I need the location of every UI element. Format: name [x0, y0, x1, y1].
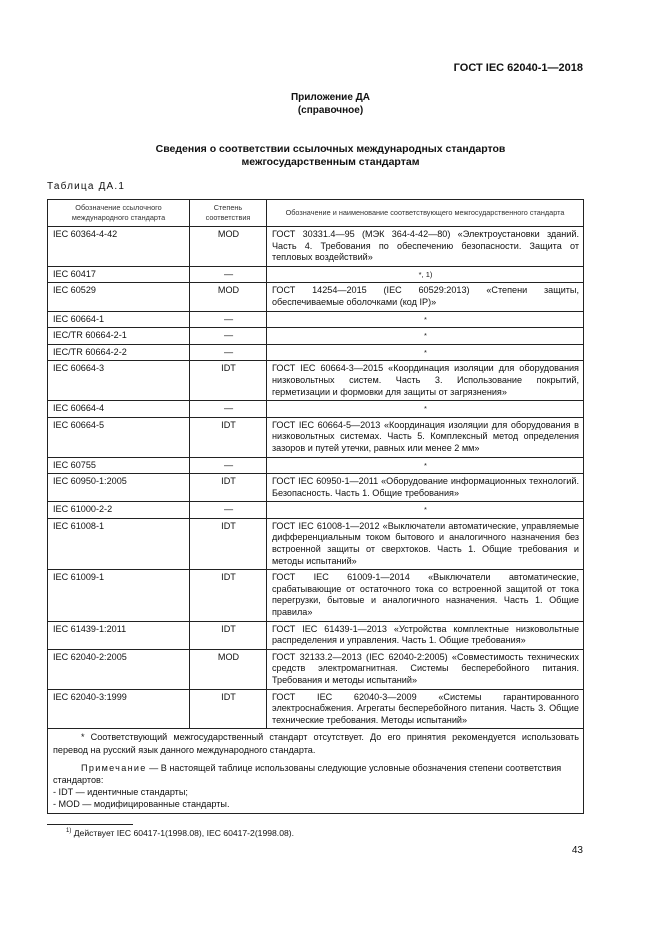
- correspondence-table: [47, 199, 584, 814]
- intl-standard-cell: IEC 62040-2:2005: [48, 649, 190, 689]
- table-row: [48, 518, 584, 569]
- header-conformity-degree: Степень соответствия: [190, 200, 267, 227]
- conformity-cell: MOD: [190, 649, 267, 689]
- table-footer: [48, 729, 584, 813]
- intl-standard-cell: IEC 62040-3:1999: [48, 689, 190, 729]
- annex-subtitle: (справочное): [297, 105, 364, 116]
- conformity-cell: MOD: [190, 283, 267, 311]
- table-row: [48, 283, 584, 311]
- interstate-standard-cell: ГОСТ IEC 61008-1—2012 «Выключатели автоматические, управляемые дифференциальным током бытового и аналогичного назначения без встроенной защиты от сверхтоков. Часть 1. Общие требования и методы испытаний»: [267, 518, 584, 569]
- intl-standard-cell: IEC 60529: [48, 283, 190, 311]
- table-label: Таблица ДА.1: [47, 181, 126, 192]
- conformity-cell: —: [190, 457, 267, 474]
- intl-standard-cell: IEC 60364-4-42: [48, 227, 190, 267]
- annex-title: Приложение ДА: [290, 92, 371, 103]
- conformity-cell: —: [190, 266, 267, 283]
- interstate-standard-cell: ГОСТ 14254—2015 (IEC 60529:2013) «Степени защиты, обеспечиваемые оболочками (код IP)»: [267, 283, 584, 311]
- interstate-standard-cell: ГОСТ IEC 60664-3—2015 «Координация изоляции для оборудования низковольтных систем. Часть 3. Использование покрытий, герметизации и формовки для защиты от загрязнения»: [267, 361, 584, 401]
- conformity-cell: —: [190, 344, 267, 361]
- interstate-standard-cell: *: [267, 344, 584, 361]
- note-item-idt: - IDT — идентичные стандарты;: [53, 787, 188, 798]
- interstate-standard-cell: ГОСТ IEC 60950-1—2011 «Оборудование информационных технологий. Безопасность. Часть 1. Общие требования»: [267, 474, 584, 502]
- table-row: [48, 570, 584, 621]
- table-row: [48, 344, 584, 361]
- document-title-line-1: Сведения о соответствии ссылочных международных стандартов: [155, 143, 506, 155]
- interstate-standard-cell: *: [267, 401, 584, 418]
- conformity-cell: IDT: [190, 689, 267, 729]
- document-title-line-2: межгосударственным стандартам: [241, 156, 420, 168]
- note-text: — В настоящей таблице использованы следующие условные обозначения степени соответствия стандартов:: [53, 762, 562, 785]
- note-item-mod: - MOD — модифицированные стандарты.: [53, 799, 230, 810]
- interstate-standard-cell: *, 1): [267, 266, 584, 283]
- table-row: [48, 689, 584, 729]
- standard-code: ГОСТ IEC 62040-1—2018: [453, 62, 583, 74]
- interstate-standard-cell: *: [267, 457, 584, 474]
- conformity-cell: IDT: [190, 361, 267, 401]
- conformity-cell: IDT: [190, 518, 267, 569]
- table-row: [48, 401, 584, 418]
- intl-standard-cell: IEC 61000-2-2: [48, 502, 190, 519]
- conformity-cell: MOD: [190, 227, 267, 267]
- table-header-row: [48, 200, 584, 227]
- header-intl-standard: Обозначение ссылочного международного стандарта: [48, 200, 190, 227]
- table-row: [48, 502, 584, 519]
- table-row: [48, 361, 584, 401]
- conformity-cell: IDT: [190, 621, 267, 649]
- intl-standard-cell: IEC 60664-3: [48, 361, 190, 401]
- intl-standard-cell: IEC 60664-1: [48, 311, 190, 328]
- interstate-standard-cell: ГОСТ 30331.4—95 (МЭК 364-4-42—80) «Электроустановки зданий. Часть 4. Требования по обеспечению безопасности. Защита от тепловых воздействий»: [267, 227, 584, 267]
- conformity-cell: IDT: [190, 570, 267, 621]
- intl-standard-cell: IEC 61009-1: [48, 570, 190, 621]
- intl-standard-cell: IEC 60664-5: [48, 417, 190, 457]
- intl-standard-cell: IEC/TR 60664-2-1: [48, 328, 190, 345]
- footnote-marker: 1): [66, 828, 72, 835]
- intl-standard-cell: IEC 60417: [48, 266, 190, 283]
- table-row: [48, 649, 584, 689]
- table-row: [48, 266, 584, 283]
- intl-standard-cell: IEC 60664-4: [48, 401, 190, 418]
- interstate-standard-cell: ГОСТ 32133.2—2013 (IEC 62040-2:2005) «Совместимость технических средств электромагнитная. Системы бесперебойного питания. Требования и методы испытаний»: [267, 649, 584, 689]
- table-row: [48, 227, 584, 267]
- conformity-cell: —: [190, 401, 267, 418]
- table-row: [48, 417, 584, 457]
- conformity-cell: IDT: [190, 417, 267, 457]
- conformity-cell: —: [190, 328, 267, 345]
- table-row: [48, 474, 584, 502]
- page-number: 43: [571, 845, 583, 856]
- header-interstate-standard: Обозначение и наименование соответствующего межгосударственного стандарта: [267, 200, 584, 227]
- intl-standard-cell: IEC 60755: [48, 457, 190, 474]
- intl-standard-cell: IEC 61439-1:2011: [48, 621, 190, 649]
- table-note: [53, 762, 579, 786]
- interstate-standard-cell: ГОСТ IEC 61009-1—2014 «Выключатели автоматические, срабатывающие от остаточного тока со встроенной защитой от тока перегрузки, бытовые и аналогичного назначения. Часть 1. Общие правила»: [267, 570, 584, 621]
- page-footnote: [66, 828, 294, 838]
- table-footnote: * Соответствующий межгосударственный стандарт отсутствует. До его принятия рекомендуется использовать перевод на русский язык данного международного стандарта.: [53, 732, 579, 755]
- interstate-standard-cell: ГОСТ IEC 60664-5—2013 «Координация изоляции для оборудования в низковольтных системах. Часть 5. Комплексный метод определения зазоров и путей утечки, равных или менее 2 мм»: [267, 417, 584, 457]
- conformity-cell: —: [190, 311, 267, 328]
- table-row: [48, 311, 584, 328]
- intl-standard-cell: IEC 61008-1: [48, 518, 190, 569]
- intl-standard-cell: IEC/TR 60664-2-2: [48, 344, 190, 361]
- table-footer-row: [48, 729, 584, 813]
- conformity-cell: IDT: [190, 474, 267, 502]
- table-row: [48, 621, 584, 649]
- interstate-standard-cell: *: [267, 328, 584, 345]
- footnote-text: Действует IEC 60417-1(1998.08), IEC 60417-2(1998.08).: [71, 828, 295, 838]
- interstate-standard-cell: *: [267, 311, 584, 328]
- table-row: [48, 328, 584, 345]
- interstate-standard-cell: *: [267, 502, 584, 519]
- table-row: [48, 457, 584, 474]
- interstate-standard-cell: ГОСТ IEC 61439-1—2013 «Устройства комплектные низковольтные распределения и управления. Часть 1. Общие требования»: [267, 621, 584, 649]
- conformity-cell: —: [190, 502, 267, 519]
- footnote-separator: [47, 824, 133, 825]
- interstate-standard-cell: ГОСТ IEC 62040-3—2009 «Системы гарантированного электроснабжения. Агрегаты бесперебойного питания. Часть 3. Общие технические требования. Методы испытаний»: [267, 689, 584, 729]
- note-label: Примечание: [81, 762, 147, 773]
- intl-standard-cell: IEC 60950-1:2005: [48, 474, 190, 502]
